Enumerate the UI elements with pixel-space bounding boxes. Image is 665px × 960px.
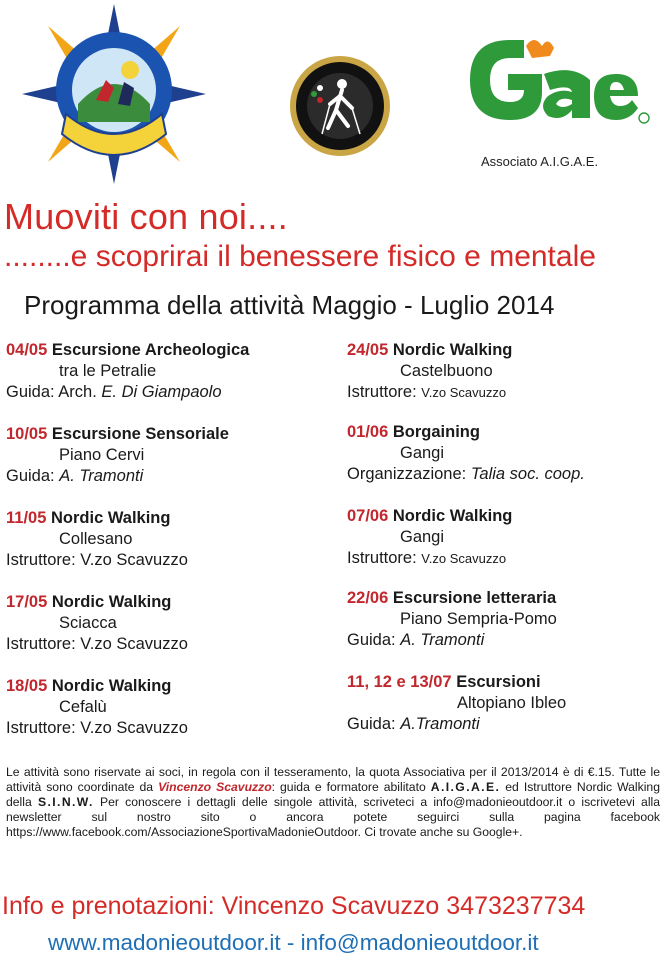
event-date: 11/05 bbox=[6, 509, 47, 527]
event-place: Gangi bbox=[400, 528, 445, 546]
event-item bbox=[6, 676, 336, 760]
event-item bbox=[6, 508, 336, 592]
event-item bbox=[347, 672, 665, 756]
aigae-acronym: A.I.G.A.E. bbox=[430, 780, 501, 794]
event-place: Sciacca bbox=[59, 614, 117, 632]
event-date: 01/06 bbox=[347, 423, 389, 441]
event-place: tra le Petralie bbox=[59, 362, 157, 380]
event-place: Collesano bbox=[59, 530, 133, 548]
events-right-column bbox=[347, 340, 665, 756]
event-role: Organizzazione: Talia soc. coop. bbox=[347, 465, 585, 483]
event-role: Guida: A. Tramonti bbox=[347, 631, 485, 649]
event-title: Nordic Walking bbox=[392, 341, 513, 359]
event-item bbox=[347, 506, 665, 588]
nordic-walking-logo bbox=[272, 54, 408, 158]
event-place: Piano Sempria-Pomo bbox=[400, 610, 557, 628]
event-title: Escursione letteraria bbox=[392, 589, 557, 607]
event-title: Nordic Walking bbox=[51, 593, 172, 611]
logo-header bbox=[0, 0, 665, 190]
event-date: 24/05 bbox=[347, 341, 389, 359]
coordinator-name: Vincenzo Scavuzzo bbox=[158, 780, 272, 794]
event-date: 10/05 bbox=[6, 425, 48, 443]
event-title: Nordic Walking bbox=[50, 509, 171, 527]
event-title: Escursione Archeologica bbox=[51, 341, 250, 359]
event-role: Guida: A. Tramonti bbox=[6, 467, 144, 485]
event-item bbox=[6, 424, 336, 508]
program-title: Programma della attività Maggio - Luglio 2014 bbox=[24, 290, 555, 320]
event-role: Istruttore: V.zo Scavuzzo bbox=[6, 635, 188, 653]
event-item bbox=[347, 422, 665, 506]
event-date: 07/06 bbox=[347, 507, 389, 525]
events-left-column bbox=[6, 340, 336, 760]
event-role: Guida: Arch. E. Di Giampaolo bbox=[6, 383, 222, 401]
contact-info: Info e prenotazioni: Vincenzo Scavuzzo 3473237734 bbox=[2, 892, 586, 920]
event-role: Istruttore: V.zo Scavuzzo bbox=[347, 549, 507, 567]
event-place: Cefalù bbox=[59, 698, 107, 716]
event-item bbox=[347, 588, 665, 672]
event-role: Istruttore: V.zo Scavuzzo bbox=[347, 383, 507, 401]
event-role: Istruttore: V.zo Scavuzzo bbox=[6, 551, 188, 569]
madonie-outdoor-logo bbox=[14, 4, 214, 184]
aigae-label: Associato A.I.G.A.E. bbox=[481, 154, 599, 169]
event-date: 18/05 bbox=[6, 677, 48, 695]
event-date: 17/05 bbox=[6, 593, 48, 611]
event-title: Borgaining bbox=[392, 423, 480, 441]
event-item bbox=[6, 340, 336, 424]
event-role: Guida: A.Tramonti bbox=[347, 715, 480, 733]
event-title: Nordic Walking bbox=[392, 507, 513, 525]
website-link[interactable]: www.madonieoutdoor.it - info@madonieoutdoor.it bbox=[48, 930, 539, 955]
event-item bbox=[6, 592, 336, 676]
headline-sub: ........e scoprirai il benessere fisico e mentale bbox=[4, 240, 596, 273]
event-place: Piano Cervi bbox=[59, 446, 145, 464]
gae-logo bbox=[462, 30, 652, 130]
event-date: 11, 12 e 13/07 bbox=[347, 673, 452, 691]
event-place: Gangi bbox=[400, 444, 445, 462]
notes-paragraph: Le attività sono riservate ai soci, in regola con il tesseramento, la quota Associativa per il 2013/2014 è di €.15. Tutte le attività sono coordinate da Vincenzo Scavuzzo: guida e formatore abilitato A.I.G.A.E. ed Istruttore Nordic Walking della S.I.N.W. Per conoscere i dettagli delle singole attività, scriveteci a info@madonieoutdoor.it o iscrivetevi alla newsletter sul nostro sito o ancora potete seguirci sulla pagina facebook https://www.facebook.com/AssociazioneSportivaMadonieOutdoor. Ci trovate anche su Google+. bbox=[6, 765, 661, 839]
sinw-acronym: S.I.N.W. bbox=[37, 795, 94, 809]
event-date: 22/06 bbox=[347, 589, 389, 607]
event-role: Istruttore: V.zo Scavuzzo bbox=[6, 719, 188, 737]
event-place: Castelbuono bbox=[400, 362, 493, 380]
event-item bbox=[347, 340, 665, 422]
event-place: Altopiano Ibleo bbox=[457, 694, 567, 712]
event-title: Escursioni bbox=[456, 673, 541, 691]
event-date: 04/05 bbox=[6, 341, 48, 359]
event-title: Nordic Walking bbox=[51, 677, 172, 695]
headline-main: Muoviti con noi.... bbox=[4, 196, 288, 237]
event-title: Escursione Sensoriale bbox=[51, 425, 229, 443]
